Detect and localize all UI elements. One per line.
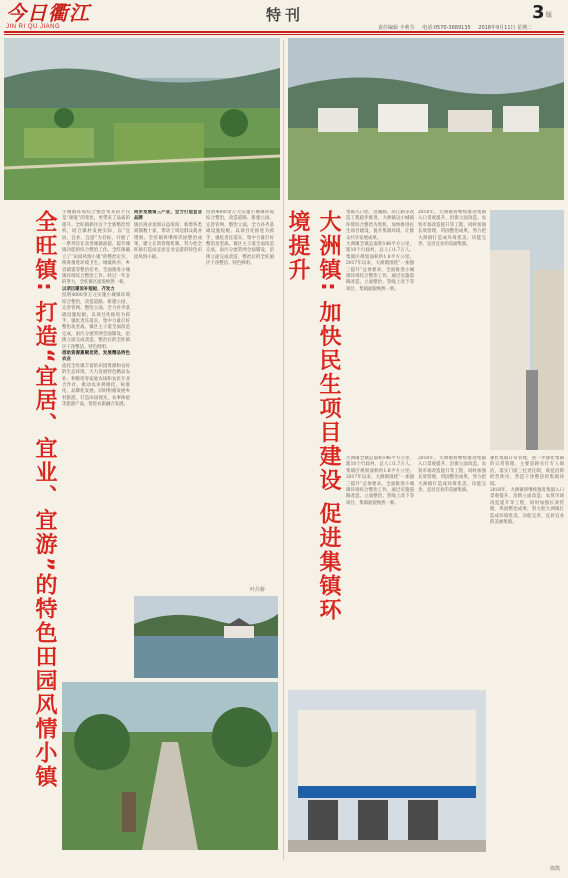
left-article-col2 [134,210,202,582]
section-title: 特刊 [265,6,304,24]
newspaper-logo[interactable] [6,2,94,32]
left-subhead-1: 以项目建设补短板、齐发力 [62,286,115,292]
edition-info [378,24,538,31]
right-headline-main: 加快民生项目建设 促进集镇环境提升 [285,210,341,623]
photo-left-top-image [4,38,280,200]
center-divider [283,40,284,860]
date-label: 2018年9月11日 星期二 [478,25,533,31]
photo-left-middle [134,596,278,678]
right-body-2: 2018年，大洲镇将继续推进集镇入口景观提升、沿街立面改造、农贸市场改造提升等工程，同时加强长效管理，巩固整治成果，努力把大洲镇打造成环境优美、功能完善、宜居宜业的美丽集镇。 [418,210,486,248]
photo-left-middle-image [134,596,278,678]
right-body-1: 大洲镇全镇总面积146平方公里，辖10个行政村，总人口1.7万人。集镇区规划面积约1.8平方公里。2017年以来，大洲镇围绕“一加强三提升”总体要求，全面推进小城镇环境综合整治工作，通过实施道路改造、立面整治、管线上改下等项目，集镇面貌焕然一新。 [346,242,414,292]
right-body-3: 强化集镇日常管理，进一步强化集镇的日常管理，主要道路实行专人保洁，落实门前三包责任制，规范沿街经营秩序，营造干净整洁的集镇环境。 [490,456,564,487]
left-byline: 叶吕桥 [250,587,266,593]
logo-chinese: 今日衢江 [6,1,90,25]
photo-right-top [288,38,564,200]
right-headline-place: 大洲镇: [316,210,341,293]
left-headline-main: 打造“宜居、宜业、宜游”的特色田园风情小镇 [32,300,57,790]
photo-right-middle [490,210,564,450]
right-body-2-more: 2018年，大洲镇将继续推进集镇入口景观提升、沿街立面改造、农贸市场改造提升等工程，同时加强长效管理，巩固整治成果，努力把大洲镇打造成环境优美、功能完善、宜居宜业的美丽集镇。 [490,488,564,526]
photo-right-bottom-image [288,690,486,852]
right-article-col5 [490,456,564,852]
right-article-col1 [346,210,414,450]
right-footer-byline: 徐凯 [549,866,560,872]
photo-left-bottom [62,682,278,850]
left-article-col3 [206,210,274,582]
left-body-3: 镇区商业氛围日益浓厚，新增各类商铺数十家，带动了周边群众就业增收。全旺镇将继续巩固整治成果，建立长效管理机制，努力把全旺镇打造成宜居宜业宜游的特色田园风情小镇。 [134,222,202,260]
header-rule-thin [4,34,564,35]
right-body-2-cont: 2018年，大洲镇将继续推进集镇入口景观提升、沿街立面改造、农贸市场改造提升等工程，同时加强长效管理，巩固整治成果，努力把大洲镇打造成环境优美、功能完善、宜居宜业的美丽集镇。 [418,456,486,494]
right-intro: 集镇入口处、沿溪路、滨江路等改造工程稳步推进。大洲镇以小城镇环境综合整治为契机，加快推进民生项目建设，提升集镇环境，让群众共享发展成果。 [346,210,414,241]
editor-label: 责任编辑 丰莉芬 [378,25,415,31]
photo-right-middle-image [490,210,564,450]
left-subhead-3: 同步发展第三产业，全力打造宜业品牌 [134,210,202,222]
left-headline-place: 全旺镇: [32,210,57,293]
right-article-col4 [418,456,486,686]
left-headline [6,210,60,810]
phone-label: 电话:0570-3689135 [422,25,471,31]
page-number: 3 [532,2,545,23]
left-body-2: 依托全旺镇丰富的田园资源和良好的生态环境，大力发展特色精品农业，积极培育家庭农场和农民专业合作社，推动农业规模化、标准化、品牌化发展。同时积极发展乡村旅游，打造田园观光、农事体验等旅游产品，促进农旅融合发展。 [62,363,130,408]
right-article-col2 [418,210,486,450]
masthead [0,0,568,36]
photo-right-bottom [288,690,486,852]
header-rule [4,31,564,33]
left-intro: 小城镇环境综合整治带来的不仅是“颜值”的变化，更带来了品质的提升。全旺镇抓住这个全新整治契机，结合镇村发展实际，以“宜居、宜业、宜游”为目标，开展了一系列旨在改善城镇面貌、提升城镇功能的综合整治工作。全旺镇确立了“田园风情小镇”的整治定位，统筹推进环境卫生、城镇秩序、乡容镇貌等整治任务，全面推进小城镇环境综合整治工作。经过一年多的努力，全旺镇区面貌焕然一新。 [62,210,130,286]
logo-pinyin: JIN RI QU JIANG [6,24,61,30]
photo-left-top [4,38,280,200]
page-unit: 版 [546,12,553,19]
photo-left-bottom-image [62,682,278,850]
right-headline [285,210,344,630]
right-body-1-cont: 大洲镇全镇总面积146平方公里，辖10个行政村，总人口1.7万人。集镇区规划面积约1.8平方公里。2017年以来，大洲镇围绕“一加强三提升”总体要求，全面推进小城镇环境综合整治工作，通过实施道路改造、立面整治、管线上改下等项目，集镇面貌焕然一新。 [346,456,414,506]
left-body-1: 投资4000余万元实施小城镇环境综合整治，改造道路、新建公园、完善管网、整治立面，全力补齐基础设施短板。以项目化推进为抓手，强化责任落实，集中力量打好整治攻坚战。镇区主干道全面改造完成，雨污分流管网全面铺设，沿街立面完成改造，整治后的全旺镇区干净整洁、特色鲜明。 [62,293,130,350]
photo-right-top-image [288,38,564,200]
left-subhead-2: 借助资源禀赋优势，发展精品特色农业 [62,350,130,363]
right-article-col3 [346,456,414,686]
left-body-1-cont: 投资4000余万元实施小城镇环境综合整治，改造道路、新建公园、完善管网、整治立面，全力补齐基础设施短板。以项目化推进为抓手，强化责任落实，集中力量打好整治攻坚战。镇区主干道全面改造完成，雨污分流管网全面铺设，沿街立面完成改造，整治后的全旺镇区干净整洁、特色鲜明。 [206,210,274,267]
